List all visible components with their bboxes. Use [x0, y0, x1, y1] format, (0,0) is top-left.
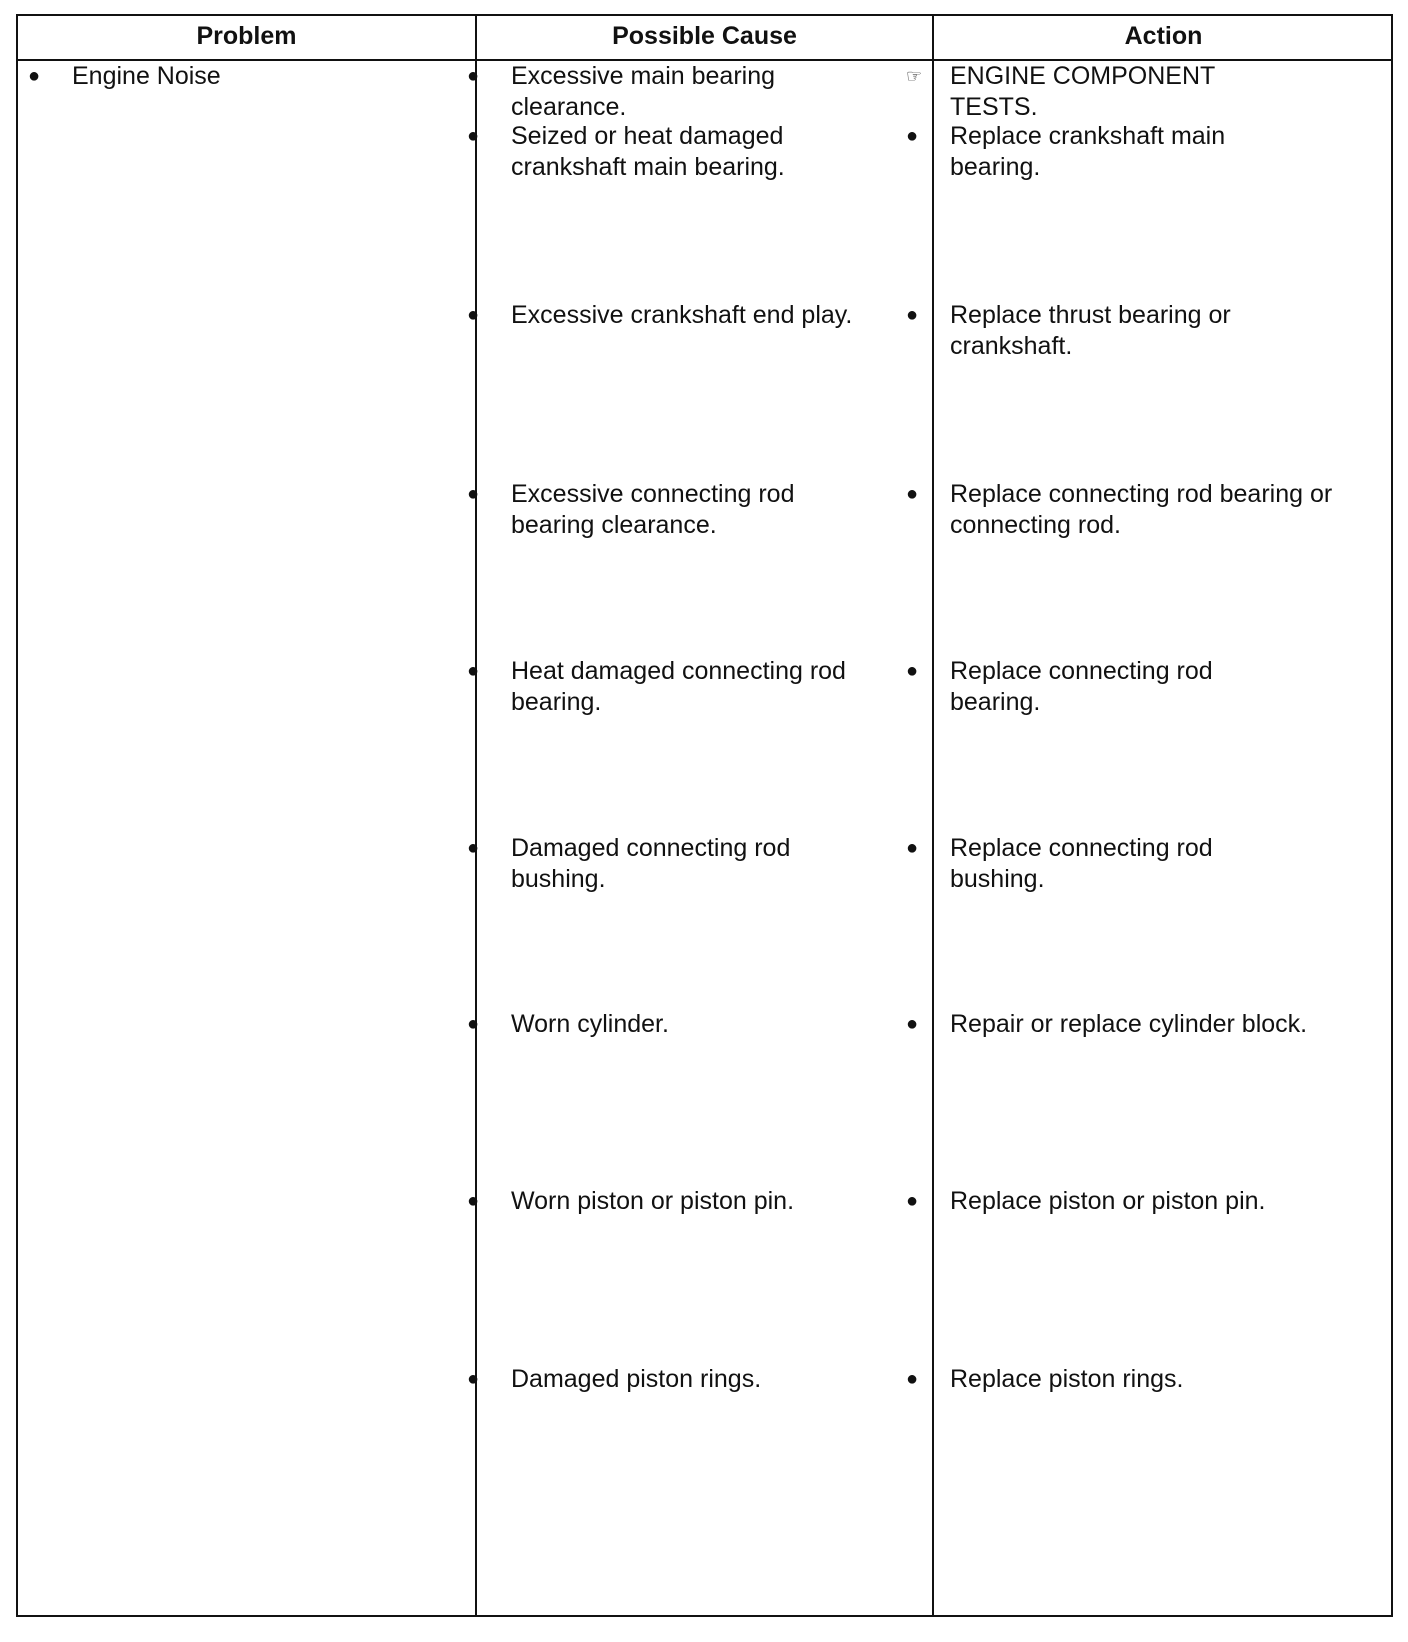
bullet-icon: ● [906, 483, 919, 505]
header-action: Action [1124, 22, 1203, 50]
bullet-icon: ● [467, 1368, 480, 1390]
action-text: Replace piston rings. [950, 1365, 1184, 1393]
action-text: Replace piston or piston pin. [950, 1187, 1266, 1215]
cause-text: Damaged connecting rod bushing. [511, 834, 791, 893]
bullet-icon: ● [467, 65, 480, 87]
bullet-icon: ● [467, 304, 480, 326]
cause-text: Excessive main bearing clearance. [511, 62, 776, 121]
cause-text: Seized or heat damaged crankshaft main bearing. [511, 122, 785, 181]
header-possible-cause: Possible Cause [612, 22, 797, 50]
bullet-icon: ● [906, 1013, 919, 1035]
bullet-icon: ● [906, 1190, 919, 1212]
bullet-icon: ● [906, 1368, 919, 1390]
action-text: Replace crankshaft main bearing. [950, 122, 1226, 181]
cause-text: Excessive connecting rod bearing clearance. [511, 480, 795, 539]
cause-text: Heat damaged connecting rod bearing. [511, 657, 846, 716]
bullet-icon: ● [467, 660, 480, 682]
action-text: Replace connecting rod bushing. [950, 834, 1213, 893]
action-text: Replace connecting rod bearing or connecting rod. [950, 480, 1333, 539]
action-text: Replace thrust bearing or crankshaft. [950, 301, 1231, 360]
bullet-icon: ● [467, 1013, 480, 1035]
action-text: Repair or replace cylinder block. [950, 1010, 1308, 1038]
bullet-icon: ● [467, 483, 480, 505]
cause-text: Excessive crankshaft end play. [511, 301, 853, 329]
header-problem: Problem [196, 22, 297, 50]
cause-text: Worn piston or piston pin. [511, 1187, 795, 1215]
cause-text: Worn cylinder. [511, 1010, 669, 1038]
action-text: Replace connecting rod bearing. [950, 657, 1213, 716]
bullet-icon: ● [906, 125, 919, 147]
bullet-icon: ● [906, 837, 919, 859]
action-text: ENGINE COMPONENT TESTS. [950, 62, 1215, 121]
pointing-hand-icon: ☞ [906, 66, 923, 86]
column-divider [932, 16, 934, 1615]
bullet-icon: ● [467, 1190, 480, 1212]
bullet-icon: ● [28, 65, 41, 87]
bullet-icon: ● [467, 837, 480, 859]
bullet-icon: ● [906, 304, 919, 326]
bullet-icon: ● [906, 660, 919, 682]
problem-text: Engine Noise [72, 62, 221, 90]
troubleshooting-table [16, 14, 1393, 1617]
cause-text: Damaged piston rings. [511, 1365, 762, 1393]
bullet-icon: ● [467, 125, 480, 147]
